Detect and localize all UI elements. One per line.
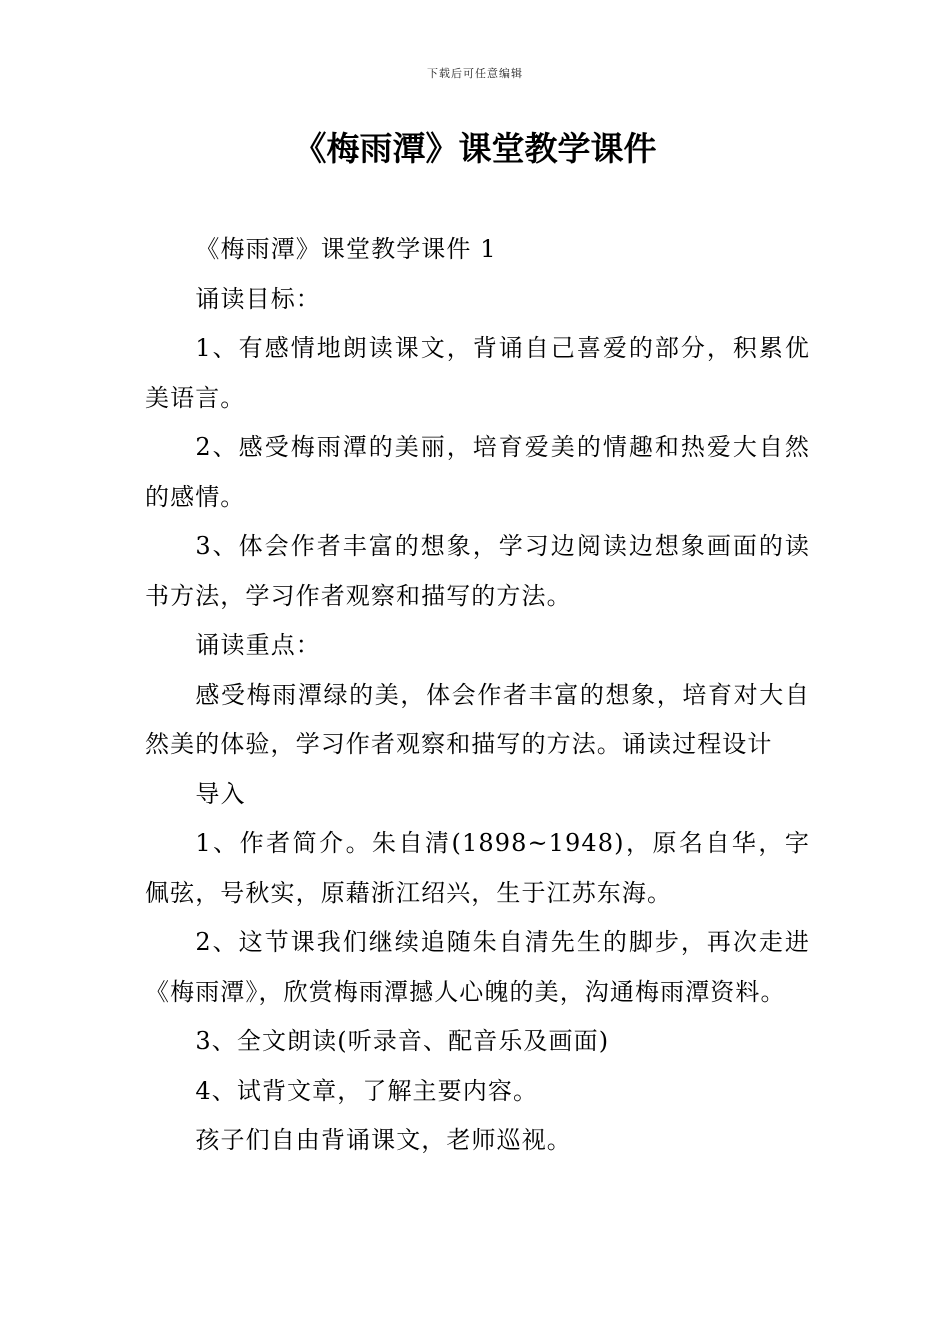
intro-item-4: 4、试背文章，了解主要内容。 [195, 1076, 539, 1105]
document-body [145, 225, 810, 1166]
intro-item-1: 1、作者简介。朱自清(1898~1948)，原名自华，字佩弦，号秋实，原藉浙江绍兴，生于江苏东海。 [145, 829, 810, 907]
subtitle-paragraph: 《梅雨潭》课堂教学课件 1 [195, 235, 497, 263]
goal-item-3: 3、体会作者丰富的想象，学习边阅读边想象画面的读书方法，学习作者观察和描写的方法。 [145, 532, 810, 610]
section-heading-intro: 导入 [195, 779, 246, 808]
intro-item-2: 2、这节课我们继续追随朱自清先生的脚步，再次走进《梅雨潭》，欣赏梅雨潭撼人心魄的美，沟通梅雨潭资料。 [145, 928, 810, 1006]
closing-paragraph: 孩子们自由背诵课文，老师巡视。 [195, 1126, 572, 1154]
section-heading-focus: 诵读重点： [195, 631, 321, 659]
header-note: 下载后可任意编辑 [427, 67, 523, 80]
intro-item-3: 3、全文朗读(听录音、配音乐及画面) [195, 1027, 610, 1055]
section-heading-goals: 诵读目标： [195, 284, 321, 313]
goal-item-1: 1、有感情地朗读课文，背诵自己喜爱的部分，积累优美语言。 [145, 334, 810, 412]
goal-item-2: 2、感受梅雨潭的美丽，培育爱美的情趣和热爱大自然的感情。 [145, 433, 810, 511]
focus-paragraph: 感受梅雨潭绿的美，体会作者丰富的想象，培育对大自然美的体验，学习作者观察和描写的方法。诵读过程设计 [145, 680, 810, 758]
document-title: 《梅雨潭》课堂教学课件 [293, 129, 657, 168]
